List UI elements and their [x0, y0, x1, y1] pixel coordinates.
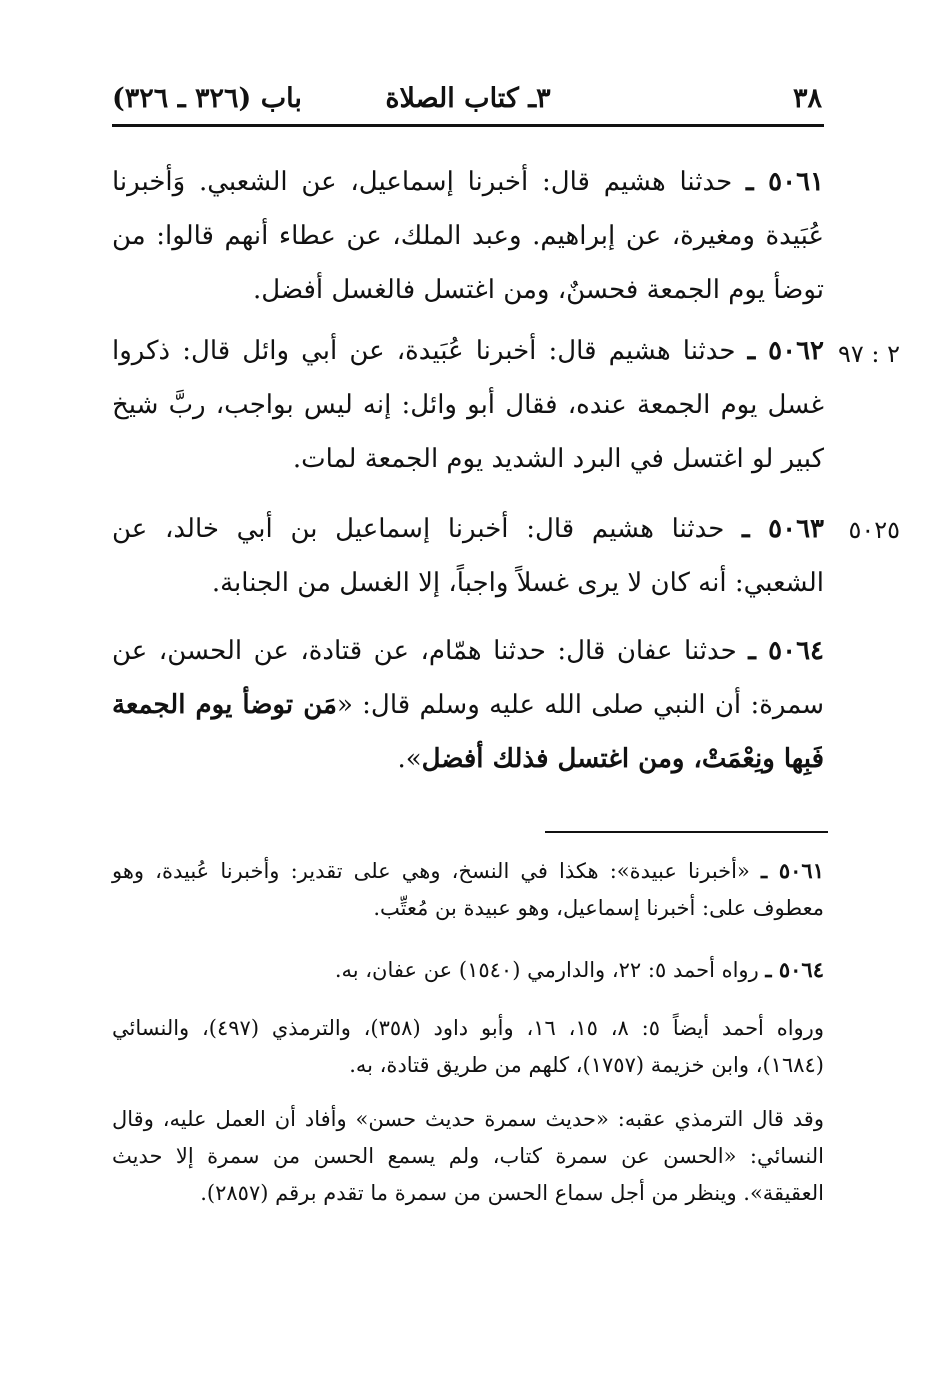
hadith-number: ٥٠٦٤ ـ — [748, 636, 825, 666]
footnote-5061 — [112, 852, 824, 927]
hadith-prophetic-text: مَن توضأ يوم الجمعة فَبِها ونِعْمَتْ، ومن اغتسل فذلك أفضل — [112, 690, 824, 774]
hadith-text: حدثنا عفان قال: حدثنا همّام، عن قتادة، عن الحسن، عن سمرة: أن النبي صلى الله عليه وسلم قال: « — [112, 636, 825, 720]
footnote-text: ورواه أحمد أيضاً ٥: ٨، ١٥، ١٦، وأبو داود (٣٥٨)، والترمذي (٤٩٧)، والنسائي (١٦٨٤)، وابن خزيمة (١٧٥٧)، كلهم من طريق قتادة، به. — [112, 1016, 824, 1077]
footnote-number: ٥٠٦١ ـ — [760, 858, 824, 883]
book-title: ٣ـ كتاب الصلاة — [385, 83, 551, 114]
hadith-text: حدثنا هشيم قال: أخبرنا إسماعيل بن أبي خالد، عن الشعبي: أنه كان لا يرى غسلاً واجباً، إلا الغسل من الجنابة. — [112, 514, 824, 598]
hadith-5062 — [112, 324, 824, 486]
margin-reference: ٢ : ٩٧ — [837, 340, 900, 368]
footnote-5064 — [112, 951, 824, 989]
footnote-5064-tirmidhi — [112, 1100, 824, 1212]
hadith-text-end: ». — [397, 744, 422, 774]
hadith-text: حدثنا هشيم قال: أخبرنا عُبَيدة، عن أبي وائل قال: ذكروا غسل يوم الجمعة عنده، فقال أبو وائل: إنه ليس بواجب، ربَّ شيخ كبير لو اغتسل في البرد الشديد يوم الجمعة لمات. — [112, 336, 824, 474]
hadith-number: ٥٠٦٢ ـ — [747, 336, 825, 366]
footnote-rule — [545, 831, 828, 833]
footnote-text: رواه أحمد ٥: ٢٢، والدارمي (١٥٤٠) عن عفان، به. — [334, 958, 759, 982]
hadith-number: ٥٠٦١ ـ — [745, 167, 824, 197]
footnote-number: ٥٠٦٤ ـ — [765, 957, 824, 982]
chapter-label: باب (٣٢٦ ـ ٣٢٦) — [112, 83, 302, 114]
page-header — [112, 80, 824, 120]
hadith-5061 — [112, 155, 824, 317]
hadith-number: ٥٠٦٣ ـ — [742, 514, 824, 544]
footnote-text: «أخبرنا عبيدة»: هكذا في النسخ، وهي على تقدير: وأخبرنا عُبيدة، وهو معطوف على: أخبرنا إسماعيل، وهو عبيدة بن مُعتِّب. — [112, 859, 824, 920]
header-rule — [112, 124, 824, 127]
hadith-5063 — [112, 502, 824, 610]
footnote-5064-continued — [112, 1009, 824, 1084]
hadith-5064 — [112, 624, 824, 786]
hadith-text: حدثنا هشيم قال: أخبرنا إسماعيل، عن الشعبي. وَأخبرنا عُبَيدة ومغيرة، عن إبراهيم. وعبد الملك، عن عطاء أنهم قالوا: من توضأ يوم الجمعة فحسنٌ، ومن اغتسل فالغسل أفضل. — [112, 167, 824, 305]
page-number: ٣٨ — [792, 83, 822, 114]
footnote-text: وقد قال الترمذي عقبه: «حديث سمرة حديث حسن» وأفاد أن العمل عليه، وقال النسائي: «الحسن عن سمرة كتاب، ولم يسمع الحسن من سمرة إلا حديث العقيقة». وينظر من أجل سماع الحسن من سمرة ما تقدم برقم (٢٨٥٧). — [112, 1107, 824, 1205]
margin-reference: ٥٠٢٥ — [848, 516, 900, 544]
